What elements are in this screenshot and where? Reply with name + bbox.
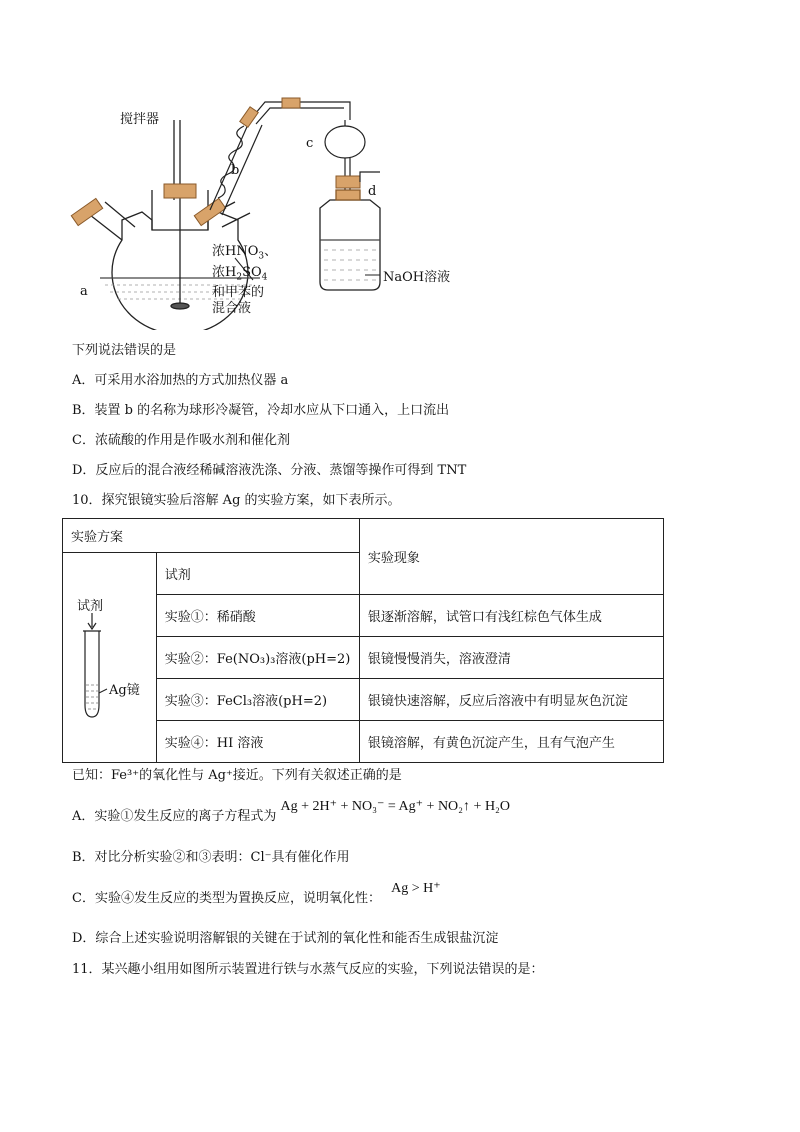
tube-reagent-label: 试剂 (77, 599, 104, 614)
naoh-label: NaOH溶液 (383, 270, 451, 285)
mixture-line1: 浓HNO (212, 244, 259, 259)
mixture-line2-mid: SO (242, 264, 262, 280)
tube-mirror-label: Ag镜 (109, 683, 140, 698)
label-b: b (231, 163, 240, 178)
test-tube-cell (63, 553, 157, 763)
q10-option-b: B．对比分析实验②和③表明：Cl⁻具有催化作用 (72, 850, 350, 865)
label-d: d (368, 184, 377, 199)
q10-option-a-equation: Ag + 2H⁺ + NO₃⁻ = Ag⁺ + NO₂↑ + H₂O (280, 799, 511, 814)
phenomenon-4: 银镜溶解，有黄色沉淀产生，且有气泡产生 (359, 721, 663, 763)
q10-known: 已知：Fe³⁺的氧化性与 Ag⁺接近。下列有关叙述正确的是 (72, 768, 402, 783)
label-a: a (80, 284, 88, 299)
q9-option-d: D．反应后的混合液经稀碱溶液洗涤、分液、蒸馏等操作可得到 TNT (72, 463, 467, 478)
header-plan: 实验方案 (63, 519, 360, 553)
experiment-table (62, 518, 664, 763)
condenser-b (210, 102, 350, 215)
mixture-line2-sub2: 4 (261, 272, 268, 283)
mixture-line3: 和甲苯的 (212, 285, 265, 301)
label-c: c (306, 136, 314, 151)
mixture-line2: 浓H (212, 264, 237, 280)
phenomenon-2: 银镜慢慢消失，溶液澄清 (359, 637, 663, 679)
reagent-1: 实验①：稀硝酸 (156, 595, 359, 637)
q9-option-b: B．装置 b 的名称为球形冷凝管，冷却水应从下口通入，上口流出 (72, 403, 450, 418)
q9-option-a: A．可采用水浴加热的方式加热仪器 a (72, 373, 289, 388)
q10-option-c-text: C．实验④发生反应的类型为置换反应，说明氧化性： (72, 891, 381, 906)
mixture-line1-tail: 、 (264, 244, 278, 259)
header-reagent: 试剂 (156, 553, 359, 595)
q10-option-a-text: A．实验①发生反应的离子方程式为 (72, 809, 277, 824)
test-tube-icon (63, 613, 153, 743)
q10-option-a (72, 799, 511, 826)
reagent-4: 实验④：HI 溶液 (156, 721, 359, 763)
q10-option-c-equation: Ag > H⁺ (391, 881, 441, 896)
mixture-label (212, 244, 277, 317)
q10-option-d: D．综合上述实验说明溶解银的关键在于试剂的氧化性和能否生成银盐沉淀 (72, 931, 499, 946)
mixture-line1-sub: 3 (258, 251, 265, 262)
header-phenomenon: 实验现象 (359, 519, 663, 595)
stirrer-label: 搅拌器 (120, 112, 160, 127)
q11-stem: 11．某兴趣小组用如图所示装置进行铁与水蒸气反应的实验，下列说法错误的是： (72, 962, 544, 977)
q10-option-c (72, 881, 441, 908)
reagent-3: 实验③：FeCl₃溶液(pH=2) (156, 679, 359, 721)
q9-stem: 下列说法错误的是 (72, 343, 177, 358)
reagent-2: 实验②：Fe(NO₃)₃溶液(pH=2) (156, 637, 359, 679)
phenomenon-3: 银镜快速溶解，反应后溶液中有明显灰色沉淀 (359, 679, 663, 721)
phenomenon-1: 银逐渐溶解，试管口有浅红棕色气体生成 (359, 595, 663, 637)
q10-stem: 10．探究银镜实验后溶解 Ag 的实验方案，如下表所示。 (72, 493, 401, 508)
mixture-line2-sub1: 2 (236, 272, 243, 283)
mixture-line4: 混合液 (212, 301, 252, 317)
q9-option-c: C．浓硫酸的作用是作吸水剂和催化剂 (72, 433, 290, 448)
